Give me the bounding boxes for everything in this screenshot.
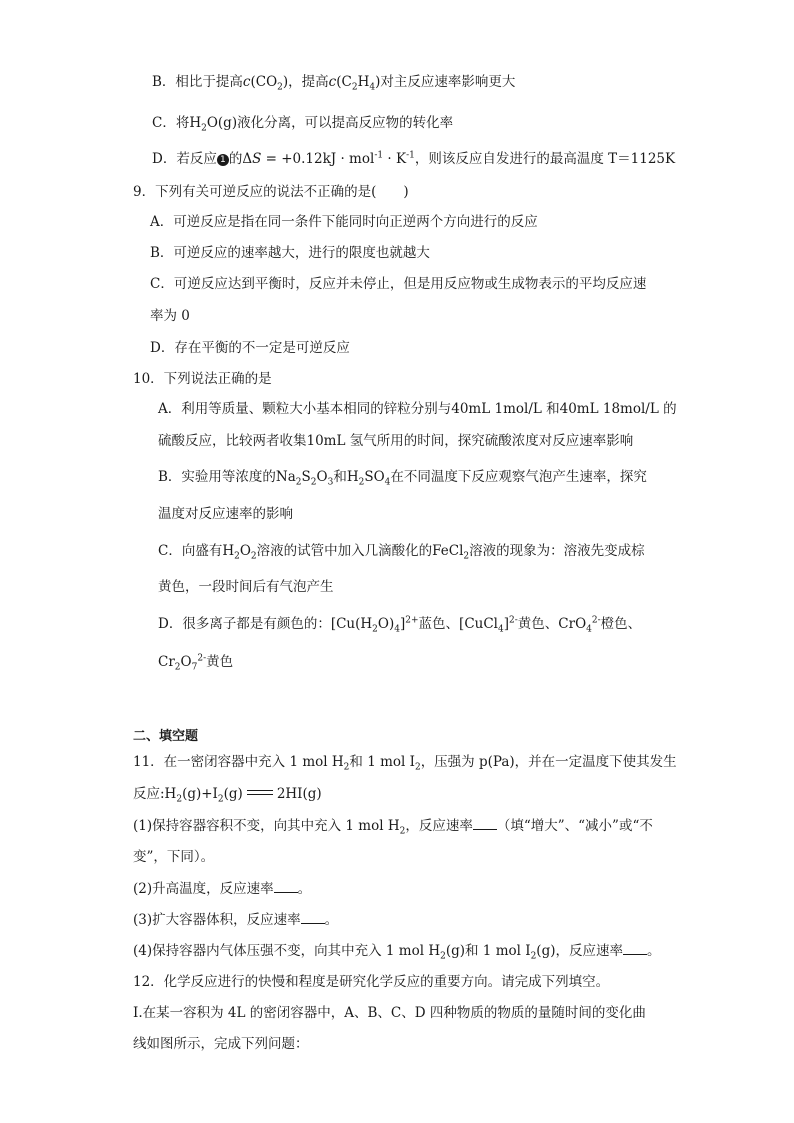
equilibrium-arrow-icon (247, 788, 273, 798)
q8-option-c: C．将$H_2O(g)$液化分离，可以提高反应物的转化率 (152, 115, 454, 134)
q11-stem: 11．在一密闭容器中充入 1 mol $H_2$和 1 mol $I_2$，压强为 p(Pa)，并在一定温度下使其发生 (133, 754, 677, 773)
section-title: 二、填空题 (133, 729, 199, 744)
q10-option-b-line1: B．实验用等浓度的$Na_2S_2O_3$和$H_2SO_4$在不同温度下反应观察气泡产生速率，探究 (158, 469, 647, 488)
q10-option-d-line2: $Cr_2O_7^{2-}$黄色 (158, 653, 234, 673)
q12-part-i-line1: Ⅰ.在某一容积为 4L 的密闭容器中，A、B、C、D 四种物质的物质的量随时间的变化曲 (133, 1005, 646, 1021)
q11-part3: (3)扩大容器体积，反应速率 。 (133, 912, 339, 928)
q9-option-b: B．可逆反应的速率越大，进行的限度也就越大 (150, 245, 430, 261)
q9-option-a: A．可逆反应是指在同一条件下能同时向正逆两个方向进行的反应 (150, 214, 538, 230)
circled-number-icon: 1 (217, 154, 229, 166)
q10-option-d-line1: D．很多离子都是有颜色的：$[Cu(H_2O)_4]^{2+}$蓝色、[CuCl$_4$]$^{2-}$黄色、CrO$_4^{2-}$橙色、 (158, 615, 642, 635)
q11-part4: (4)保持容器内气体压强不变，向其中充入 1 mol $H_2(g)$和 1 mol $I_2(g)$，反应速率 。 (133, 943, 661, 962)
q9-option-d: D．存在平衡的不一定是可逆反应 (150, 340, 350, 356)
q10-option-a-line1: A．利用等质量、颗粒大小基本相同的锌粒分别与40mL 1mol/L 和40mL 18mol/L 的 (158, 401, 677, 417)
answer-blank[interactable] (473, 817, 497, 830)
q11-part1-line2: 变”，下同）。 (133, 849, 215, 865)
q10-option-a-line2: 硫酸反应，比较两者收集10mL 氢气所用的时间，探究硫酸浓度对反应速率影响 (158, 433, 634, 449)
q9-stem: 9．下列有关可逆反应的说法不正确的是( ) (133, 184, 409, 200)
q12-stem: 12．化学反应进行的快慢和程度是研究化学反应的重要方向。请完成下列填空。 (133, 974, 610, 990)
answer-blank[interactable] (301, 911, 325, 924)
q10-option-b-line2: 温度对反应速率的影响 (158, 506, 293, 522)
q8-option-d: D．若反应 1 的$\Delta S = +0.12kJ \cdot mol^{-1} \cdot K^{-1}$，则该反应自发进行的最高温度 T＝1125K (152, 150, 676, 167)
q10-stem: 10．下列说法正确的是 (133, 371, 272, 387)
answer-blank[interactable] (274, 880, 298, 893)
q10-option-c-line2: 黄色，一段时间后有气泡产生 (158, 579, 334, 595)
q11-reaction: 反应$:H_2(g)+I_2(g)$ 2HI(g) (133, 786, 322, 805)
q9-option-c-line2: 率为 0 (150, 308, 190, 324)
q9-option-c-line1: C．可逆反应达到平衡时，反应并未停止，但是用反应物或生成物表示的平均反应速 (150, 276, 647, 292)
q11-part1-line1: (1)保持容器容积不变，向其中充入 1 mol $H_2$，反应速率 （填“增大”、“减小”或“不 (133, 818, 653, 837)
q8-option-b: B．相比于提高$c(CO_2)$，提高$c(C_2H_4)$对主反应速率影响更大 (152, 74, 516, 93)
q10-option-c-line1: C．向盛有$H_2O_2$溶液的试管中加入几滴酸化的FeCl$_2$溶液的现象为：溶液先变成棕 (158, 543, 645, 562)
q12-part-i-line2: 线如图所示，完成下列问题： (133, 1036, 309, 1052)
q11-part2: (2)升高温度，反应速率 。 (133, 881, 312, 897)
answer-blank[interactable] (623, 942, 647, 955)
